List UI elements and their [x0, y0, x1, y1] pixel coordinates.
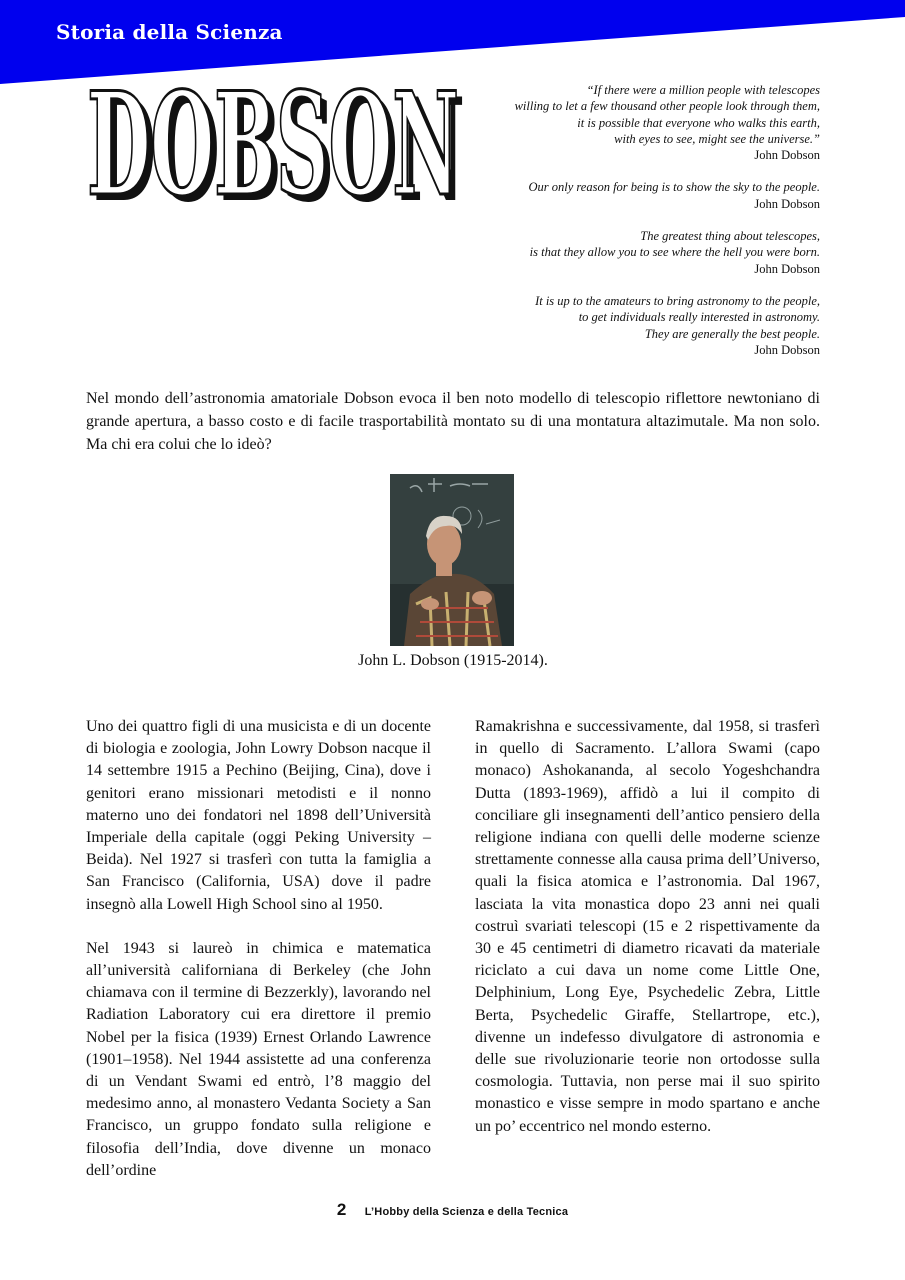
page-number: 2 [336, 1200, 347, 1219]
quote [470, 228, 820, 277]
page-footer [0, 1200, 905, 1220]
intro-paragraph: Nel mondo dell’astronomia amatoriale Dobson evoca il ben noto modello di telescopio riflettore newtoniano di grande apertura, a basso costo e di facile trasportabilità montato su di una montatura altazimutale. Ma non solo. Ma chi era colui che lo ideò? [86, 390, 820, 453]
quote-text: The greatest thing about telescopes, is that they allow you to see where the hell you were born. [529, 229, 820, 260]
quote-text: “If there were a million people with telescopes willing to let a few thousand other people look through them, it is possible that everyone who walks this earth, with eyes to see, might see the universe.” [514, 83, 820, 146]
quote-author: John Dobson [754, 148, 820, 163]
quote [470, 82, 820, 163]
quote-author: John Dobson [754, 261, 820, 276]
quote-text: Our only reason for being is to show the sky to the people. [528, 180, 820, 195]
quote [470, 179, 820, 212]
body-paragraph: Ramakrishna e successivamente, dal 1958, si trasferì in quello di Sacramento. L’allora Swami (capo monaco) Ashokananda, al secolo Yogeshchandra Dutta (1893-1969), affidò a lui il compito di conciliare gli insegnamenti dell’antico pensiero della religione indiana con quelli delle moderne scienze strettamente connesse alla causa prima dell’Universo, quali la fisica atomica e l’astronomia. Dal 1967, lasciata la vita monastica dopo 23 anni nei quali costruì svariati telescopi (15 e 2 rispettivamente da 30 e 45 centimetri di diametro ricavati da materiale riciclato a cui dava un nome come Little One, Delphinium, Long Eye, Psychedelic Zebra, Little Berta, Psychedelic Giraffe, Stellartrope, etc.), divenne un indefesso divulgatore di astronomia e delle sue rivoluzionarie teorie non ortodosse sulla cosmologia. Tuttavia, non perse mai il suo spirito monastico e visse sempre in modo spartano e anche un po’ eccentrico nel mondo esterno. [475, 718, 820, 1135]
logo-shadow: DOBSON [93, 80, 465, 210]
section-title: Storia della Scienza [56, 20, 283, 44]
body-column-right [475, 716, 820, 1160]
body-paragraph: Nel 1943 si laureò in chimica e matematica all’università californiana di Berkeley (che John chiamava con il termine di Bezzerkly), lavorando nel Radiation Laboratory cui era direttore il premio Nobel per la fisica (1939) Ernest Orlando Lawrence (1901–1958). Nel 1944 assistette ad una conferenza di un Vendant Swami ed entrò, l’8 maggio del medesimo anno, al monastero Vedanta Society a San Francisco, un gruppo fondato sulla religione e filosofia dell’India, dove divenne un monaco dell’ordine [86, 939, 431, 1179]
quote-author: John Dobson [754, 342, 820, 357]
dobson-portrait-photo [390, 474, 514, 646]
quotes-block [470, 82, 820, 374]
quote-author: John Dobson [754, 196, 820, 211]
quote-text: It is up to the amateurs to bring astronomy to the people, to get individuals really interested in astronomy. They are generally the best people. [535, 293, 820, 341]
body-paragraph: Uno dei quattro figli di una musicista e di un docente di biologia e zoologia, John Lowry Dobson nacque il 14 settembre 1915 a Pechino (Beijing, Cina), dove i genitori erano missionari metodisti e il nonno materno uno dei fondatori nel 1898 dell’Università Imperiale della capitale (oggi Peking University – Beida). Nel 1927 si trasferì con tutta la famiglia a San Francisco (California, USA) dove il padre insegnò alla Lowell High School sino al 1950. [86, 718, 431, 913]
body-column-left [86, 716, 431, 1204]
dobson-title-logo [86, 80, 470, 210]
quote [470, 293, 820, 358]
publication-title: L’Hobby della Scienza e della Tecnica [364, 1206, 569, 1218]
photo-caption: John L. Dobson (1915-2014). [358, 652, 548, 669]
logo-text: DOBSON [87, 80, 459, 210]
